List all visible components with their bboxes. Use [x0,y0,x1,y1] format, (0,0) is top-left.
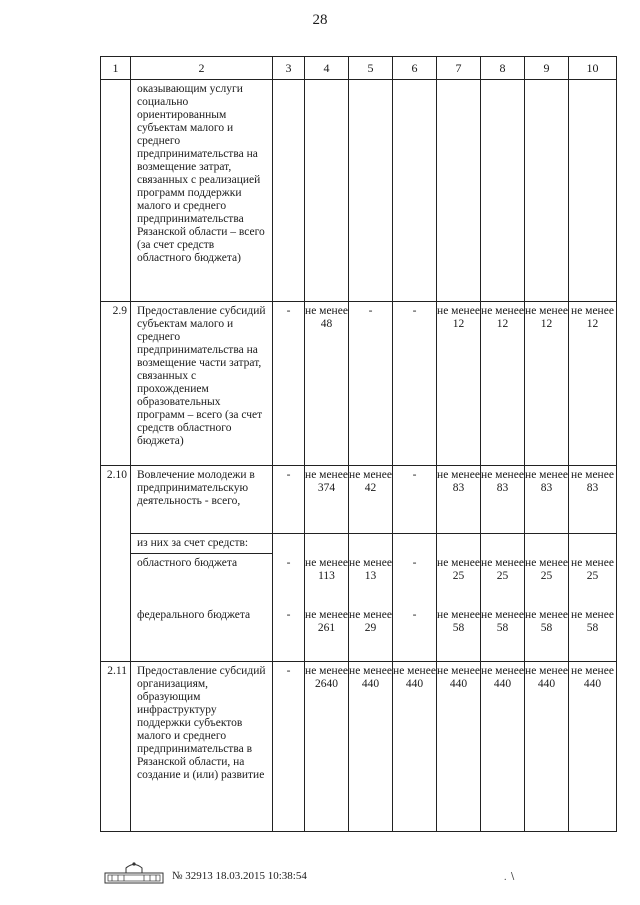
target-value-col-6: - [393,302,437,466]
column-3-value: - [273,606,305,662]
target-value-col-8: не менее 58 [481,606,525,662]
target-value-col-6: - [393,606,437,662]
row-number-cell [101,80,131,302]
table-row [101,302,617,466]
target-value-col-10: не менее 12 [569,302,617,466]
target-value-col-5: не менее 29 [349,606,393,662]
document-registration-stamp: № 32913 18.03.2015 10:38:54 [172,870,307,882]
target-value-col-4: не менее 374 [305,466,349,534]
target-value-col-10: не менее 58 [569,606,617,662]
target-value-col-5: не менее 42 [349,466,393,534]
target-value-col-7: не менее 440 [437,662,481,832]
table-row [101,554,617,606]
target-value-col-10: не менее 25 [569,554,617,606]
column-number-1: 1 [101,57,131,80]
row-description: оказывающим услуги социально ориентированным субъектам малого и среднего предпринимательства на возмещение затрат, связанных с реализацией программ поддержки малого и среднего предпринимательства Рязанской области – всего (за счет средств областного бюджета) [131,80,273,302]
target-value-col-5: не менее 13 [349,554,393,606]
column-3-value: - [273,302,305,466]
program-table [100,56,617,832]
target-value-col-9: не менее 440 [525,662,569,832]
target-value-col-7: не менее 12 [437,302,481,466]
target-value-col-9: не менее 25 [525,554,569,606]
target-value-col-5: не менее 440 [349,662,393,832]
target-value-col-10: не менее 83 [569,466,617,534]
target-value-col-7: не менее 25 [437,554,481,606]
target-value-col-8: не менее 440 [481,662,525,832]
funding-breakdown-label: из них за счет средств: [131,534,273,554]
row-number: 2.11 [101,662,131,832]
column-number-7: 7 [437,57,481,80]
target-value-col-8: не менее 25 [481,554,525,606]
regional-budget-label: областного бюджета [131,554,273,606]
stray-mark: . ∖ [504,872,516,883]
target-value-col-9: не менее 58 [525,606,569,662]
column-number-row [101,57,617,80]
column-number-9: 9 [525,57,569,80]
column-3-value: - [273,554,305,606]
target-value-col-9: не менее 12 [525,302,569,466]
table-row [101,534,617,554]
target-value-col-7: не менее 58 [437,606,481,662]
column-3-value: - [273,662,305,832]
table-row [101,80,617,302]
column-number-5: 5 [349,57,393,80]
target-value-col-4: не менее 113 [305,554,349,606]
column-number-3: 3 [273,57,305,80]
target-value-col-8: не менее 83 [481,466,525,534]
page-number: 28 [312,12,328,28]
target-value-col-6: - [393,554,437,606]
column-number-2: 2 [131,57,273,80]
target-value-col-5: - [349,302,393,466]
target-value-col-10: не менее 440 [569,662,617,832]
target-value-col-6: - [393,466,437,534]
column-number-8: 8 [481,57,525,80]
target-value-col-9: не менее 83 [525,466,569,534]
document-footer [104,860,624,886]
row-description: Вовлечение молодежи в предпринимательскую деятельность - всего, [131,466,273,534]
target-value-col-6: не менее 440 [393,662,437,832]
row-description: Предоставление субсидий организациям, образующим инфраструктуру поддержки субъектов малого и среднего предпринимательства в Рязанской области, на создание и (или) развитие [131,662,273,832]
row-number: 2.10 [101,466,131,534]
table-row [101,606,617,662]
target-value-col-4: не менее 48 [305,302,349,466]
column-3-value: - [273,466,305,534]
row-number: 2.9 [101,302,131,466]
registry-seal-icon [104,860,164,884]
target-value-col-7: не менее 83 [437,466,481,534]
federal-budget-label: федерального бюджета [131,606,273,662]
target-value-col-4: не менее 261 [305,606,349,662]
row-description: Предоставление субсидий субъектам малого и среднего предпринимательства на возмещение части затрат, связанных с прохождением образовательных программ – всего (за счет средств областного бюджета) [131,302,273,466]
target-value-col-8: не менее 12 [481,302,525,466]
table-row [101,466,617,534]
column-number-4: 4 [305,57,349,80]
column-number-6: 6 [393,57,437,80]
table-row [101,662,617,832]
column-number-10: 10 [569,57,617,80]
target-value-col-4: не менее 2640 [305,662,349,832]
